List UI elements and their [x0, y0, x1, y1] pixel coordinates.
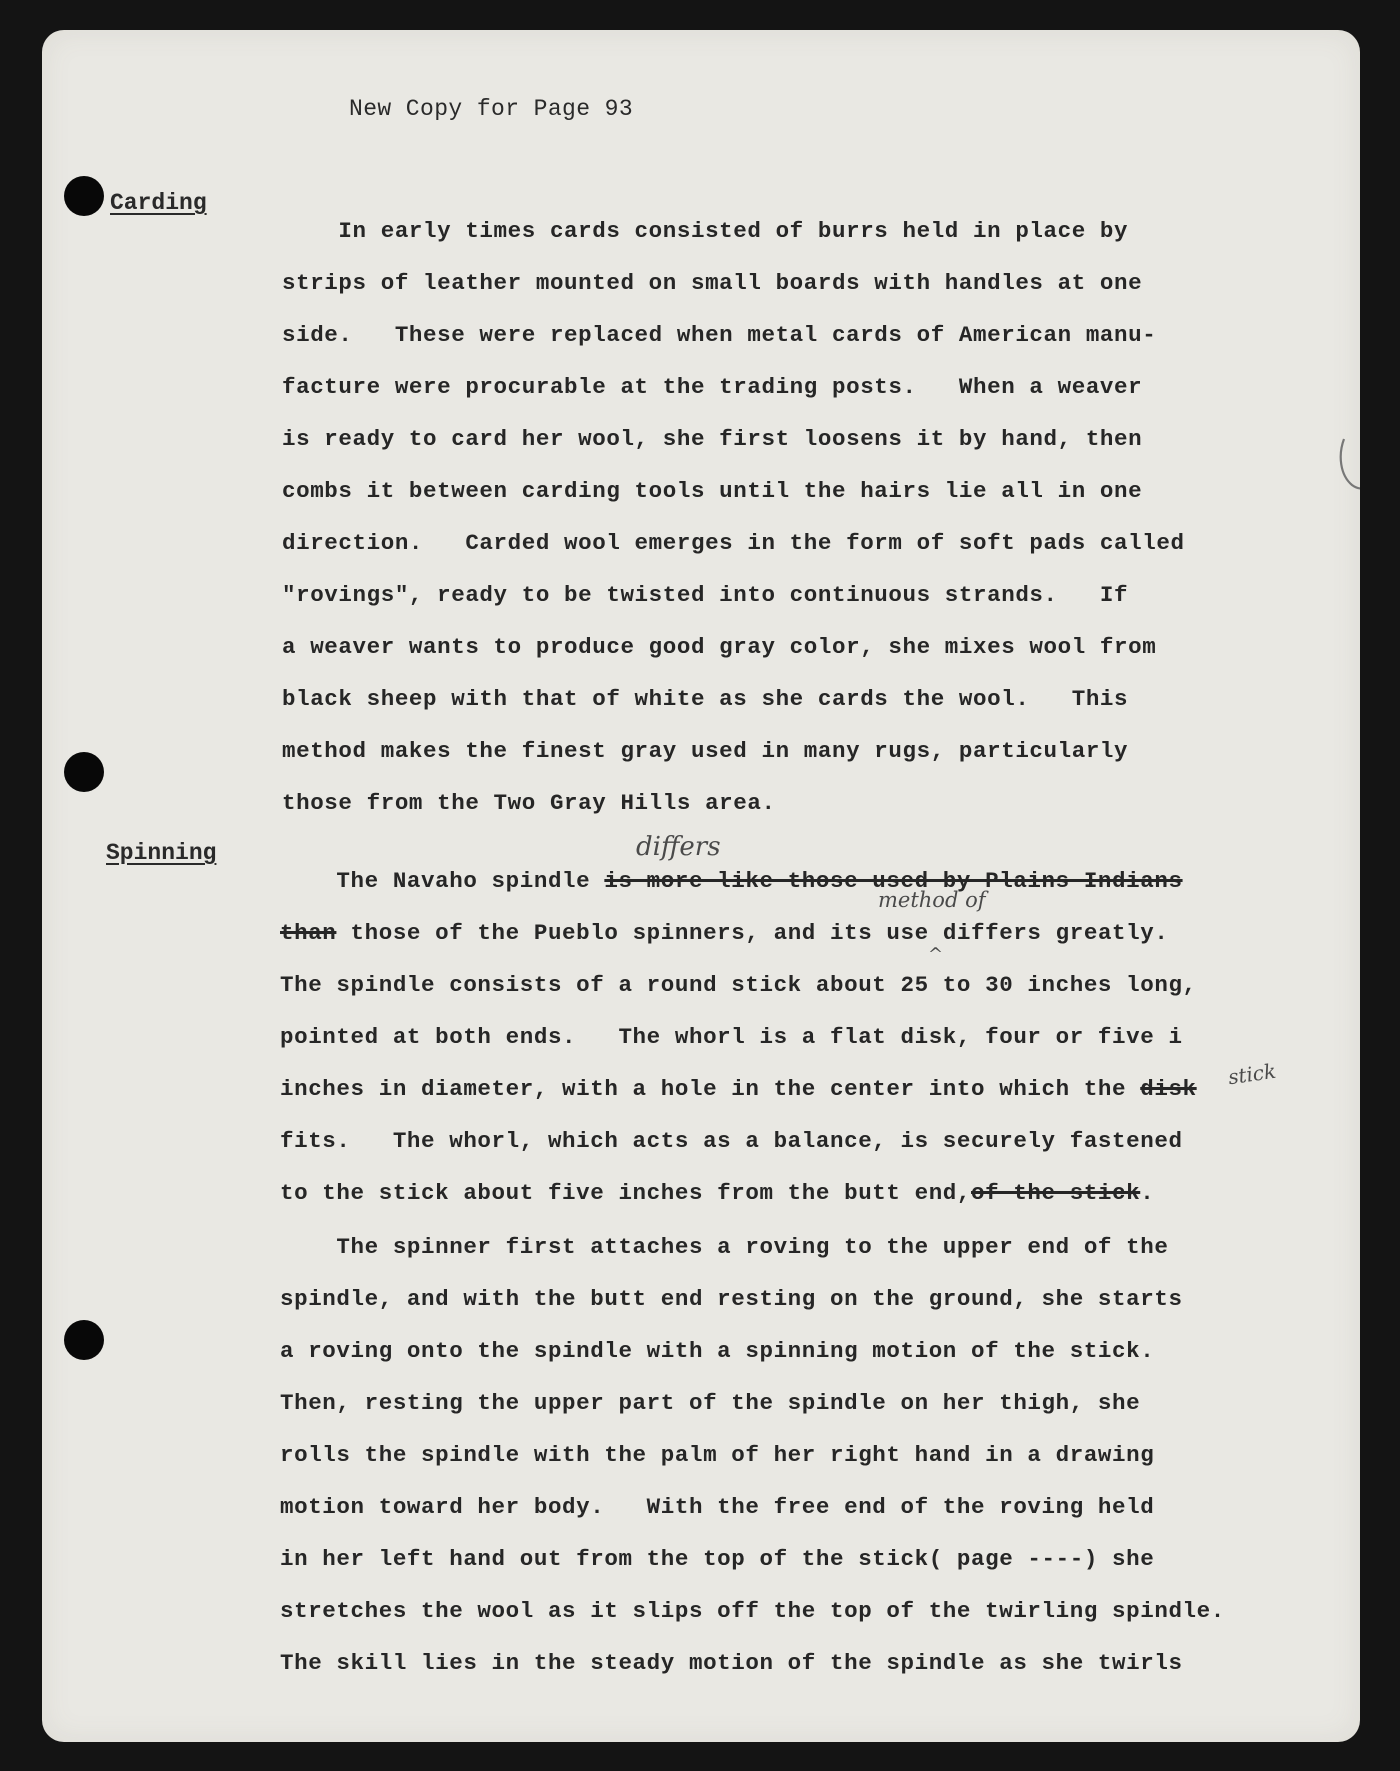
text-line: to the stick about five inches from the butt end,of the stick. — [280, 1180, 1155, 1206]
text-line: combs it between carding tools until the hairs lie all in one — [282, 478, 1143, 504]
pencil-mark — [1338, 435, 1360, 495]
struck-text: than — [280, 920, 337, 946]
text-line: than those of the Pueblo spinners, and its use differs greatly. — [280, 920, 1169, 946]
text-line: The spindle consists of a round stick about 25 to 30 inches long, — [280, 972, 1197, 998]
text-line: strips of leather mounted on small boards with handles at one — [282, 270, 1143, 296]
binder-hole-middle — [64, 752, 104, 792]
text-line: those from the Two Gray Hills area. — [282, 790, 776, 816]
text-line: black sheep with that of white as she cards the wool. This — [282, 686, 1129, 712]
text-line: rolls the spindle with the palm of her right hand in a drawing — [280, 1442, 1155, 1468]
handwritten-differs: differs — [636, 832, 721, 862]
page-header: New Copy for Page 93 — [349, 96, 634, 122]
text-line: stretches the wool as it slips off the top of the twirling spindle. — [280, 1598, 1225, 1624]
text-line: in her left hand out from the top of the stick( page ----) she — [280, 1546, 1155, 1572]
text-line: is ready to card her wool, she first loosens it by hand, then — [282, 426, 1143, 452]
handwritten-caret: ^ — [928, 944, 944, 965]
text-line: method makes the finest gray used in many rugs, particularly — [282, 738, 1129, 764]
text-line: The skill lies in the steady motion of the spindle as she twirls — [280, 1650, 1183, 1676]
binder-hole-top — [64, 176, 104, 216]
text-line: facture were procurable at the trading posts. When a weaver — [282, 374, 1143, 400]
text-line: Then, resting the upper part of the spindle on her thigh, she — [280, 1390, 1141, 1416]
text-line: The spinner first attaches a roving to the upper end of the — [280, 1234, 1169, 1260]
text-line: inches in diameter, with a hole in the center into which the disk — [280, 1076, 1197, 1102]
text-line: The Navaho spindle is more like those used by Plains Indians — [280, 868, 1183, 894]
section-heading-spinning: Spinning — [106, 840, 217, 866]
text-line: a weaver wants to produce good gray color, she mixes wool from — [282, 634, 1157, 660]
text-line: direction. Carded wool emerges in the form of soft pads called — [282, 530, 1185, 556]
handwritten-method-of: method of — [878, 888, 986, 912]
struck-text: of the stick — [971, 1180, 1141, 1206]
section-heading-carding: Carding — [110, 190, 207, 216]
text-line: motion toward her body. With the free end of the roving held — [280, 1494, 1155, 1520]
handwritten-stick: stick — [1226, 1058, 1278, 1090]
text-line: a roving onto the spindle with a spinning motion of the stick. — [280, 1338, 1155, 1364]
text-line: side. These were replaced when metal cards of American manu- — [282, 322, 1157, 348]
text-line: fits. The whorl, which acts as a balance, is securely fastened — [280, 1128, 1183, 1154]
struck-text: is more like those used by Plains Indians — [604, 868, 1183, 894]
struck-text: disk — [1140, 1076, 1197, 1102]
text-line: In early times cards consisted of burrs held in place by — [282, 218, 1129, 244]
binder-hole-bottom — [64, 1320, 104, 1360]
text-line: pointed at both ends. The whorl is a flat disk, four or five i — [280, 1024, 1183, 1050]
text-line: "rovings", ready to be twisted into continuous strands. If — [282, 582, 1129, 608]
text-line: spindle, and with the butt end resting on the ground, she starts — [280, 1286, 1183, 1312]
